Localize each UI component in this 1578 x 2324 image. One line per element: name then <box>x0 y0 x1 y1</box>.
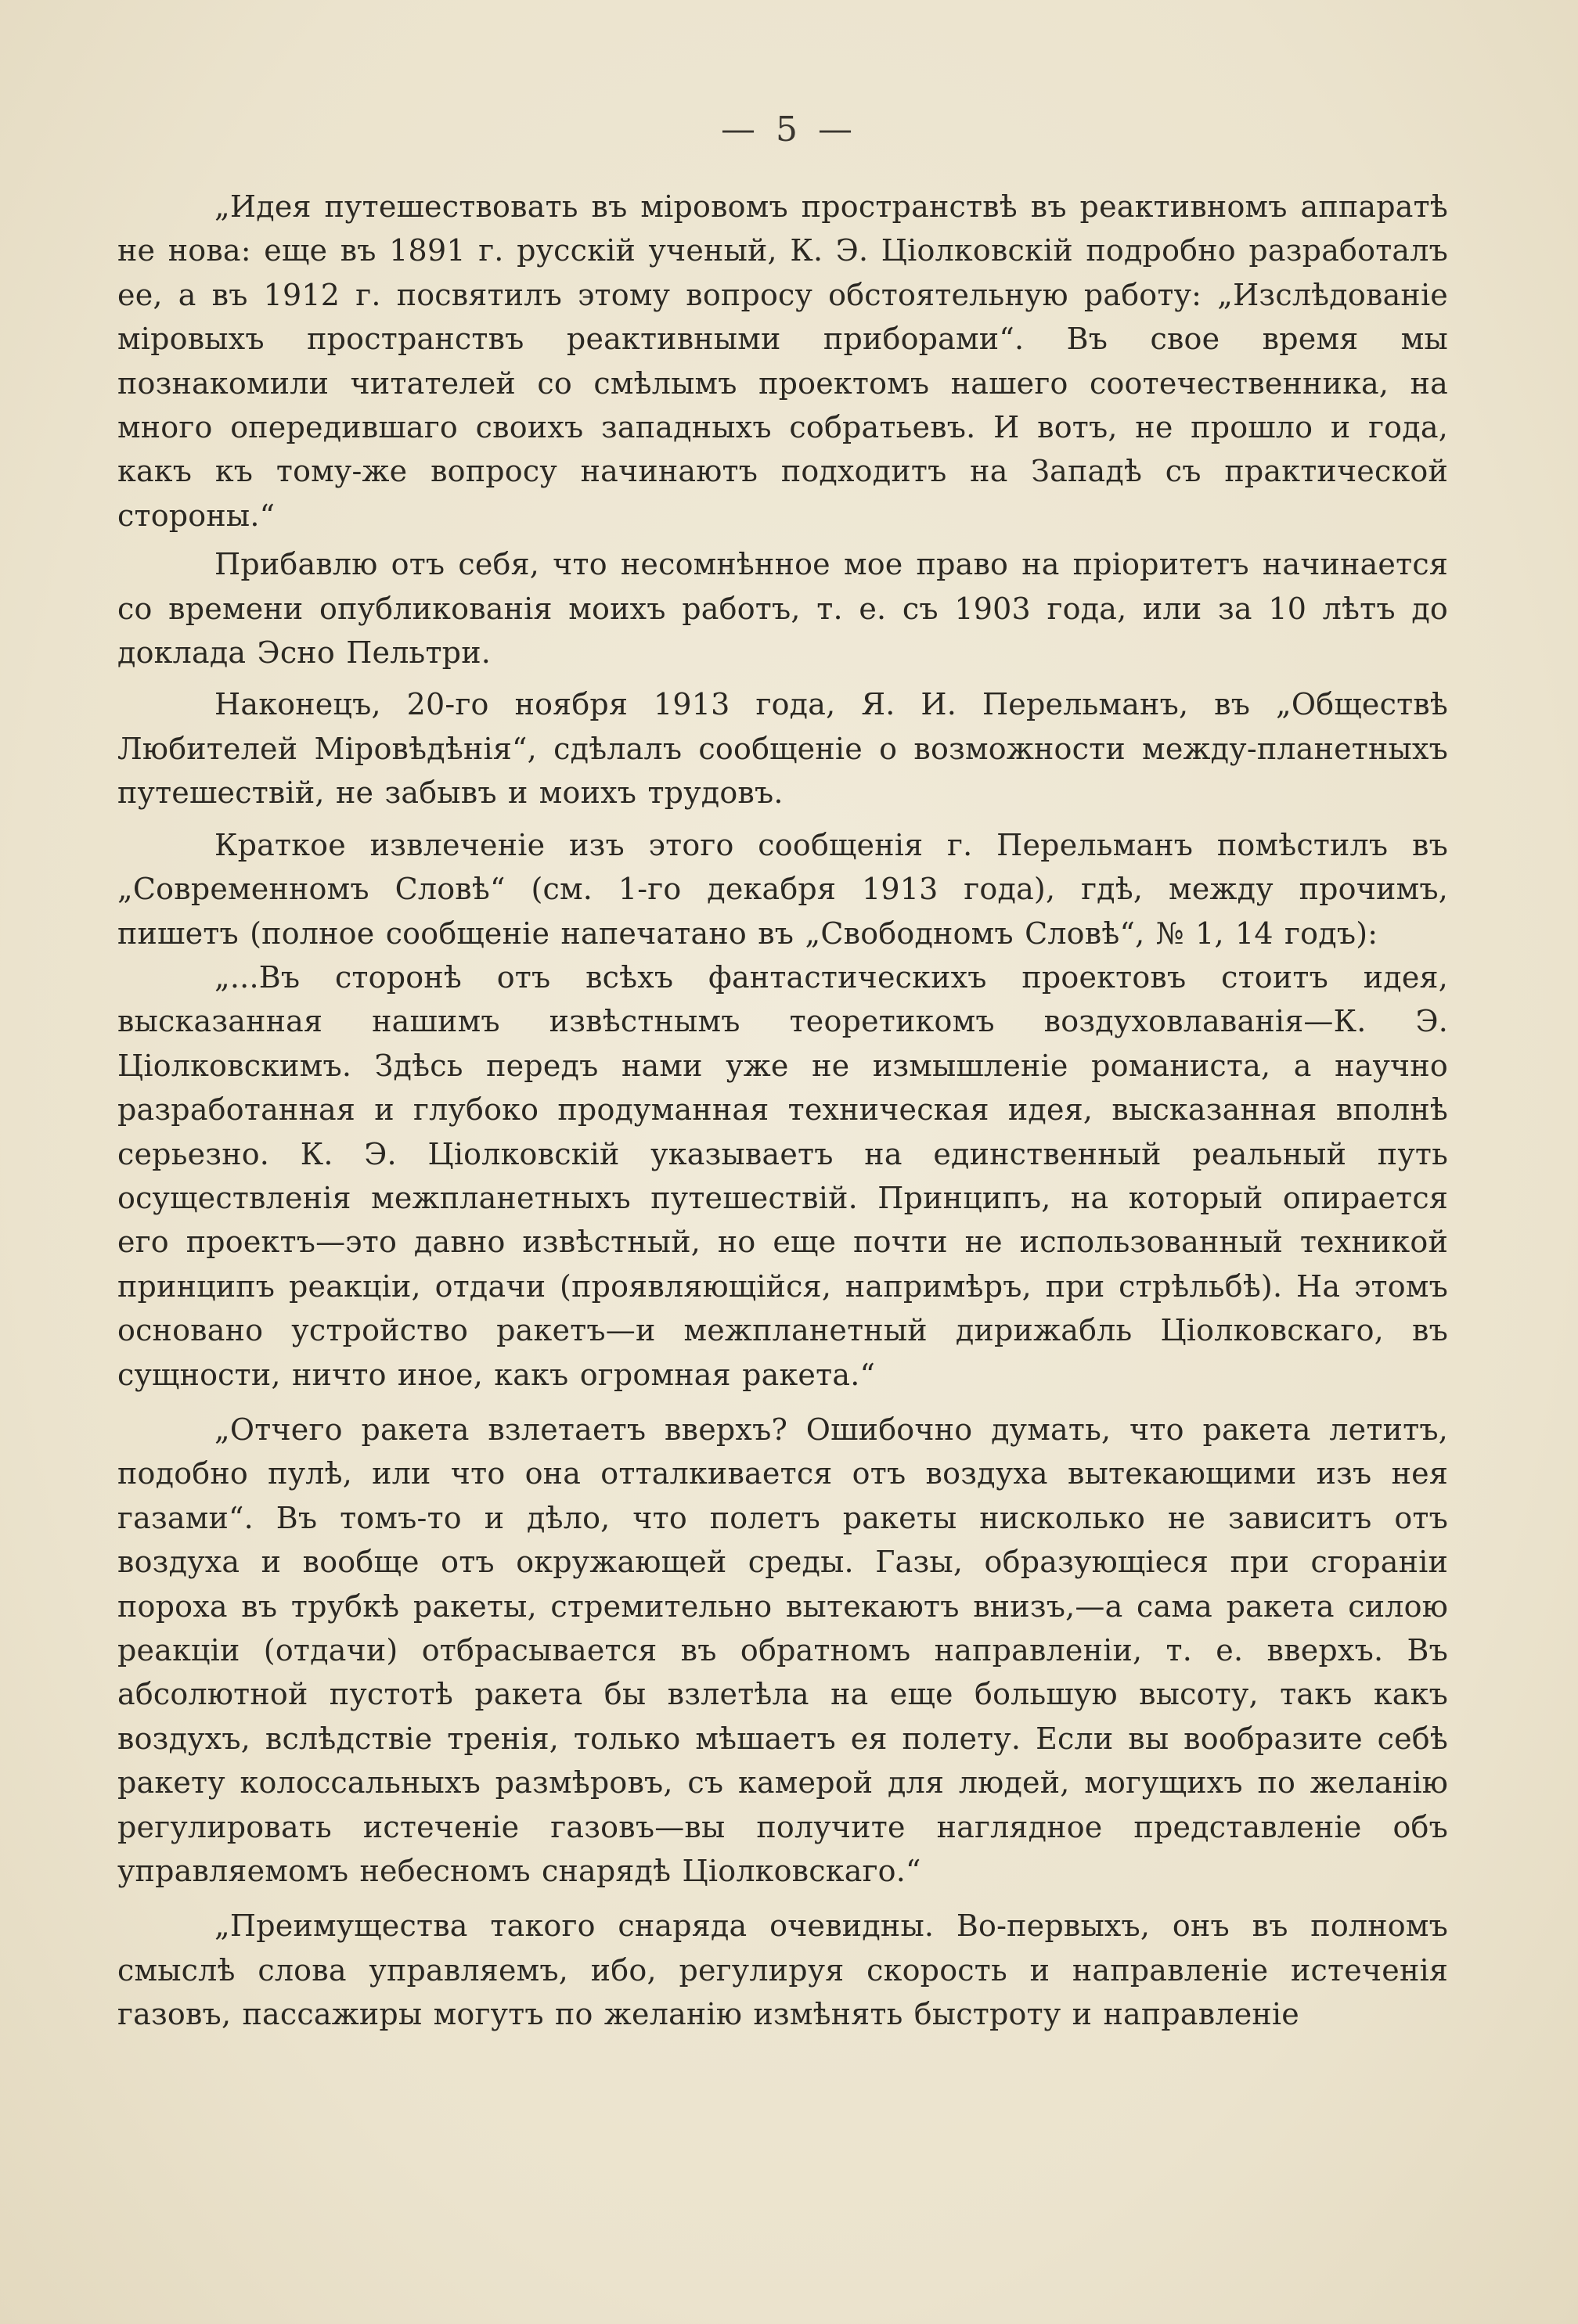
page-number: — 5 — <box>721 110 857 149</box>
paragraph-sovremennoe-slovo: Краткое извлеченіе изъ этого сообщенія г. Перельманъ помѣстилъ въ „Современномъ Словѣ“ (см. 1-го декабря 1913 года), гдѣ, между прочимъ, пишетъ (полное сообщеніе напечатано въ „Свободномъ Словѣ“, № 1, 14 годъ): <box>117 827 1448 951</box>
paragraph-tsiolkovsky-project-quote: „...Въ сторонѣ отъ всѣхъ фантастическихъ проектовъ стоитъ идея, высказанная нашимъ извѣстнымъ теоретикомъ воздуховлаванія—К. Э. Ціолковскимъ. Здѣсь передъ нами уже не измышленіе романиста, а научно разработанная и глубоко продуманная техническая идея, высказанная вполнѣ серьезно. К. Э. Ціолковскій указываетъ на единственный реальный путь осуществленія межпланетныхъ путешествій. Принципъ, на который опирается его проектъ—это давно извѣстный, но еще почти не использованный техникой принципъ реакціи, отдачи (проявляющійся, напримѣръ, при стрѣльбѣ). На этомъ основано устройство ракетъ—и межпланетный дирижабль Ціолковскаго, въ сущности, ничто иное, какъ огромная ракета.“ <box>117 959 1448 1392</box>
paragraph-perelman-report: Наконецъ, 20-го ноября 1913 года, Я. И. Перельманъ, въ „Обществѣ Любителей Міровѣдѣнія“, сдѣлалъ сообщеніе о возможности между-планетныхъ путешествій, не забывъ и моихъ трудовъ. <box>117 687 1448 811</box>
page-body <box>117 185 1448 2037</box>
paragraph-why-rocket-rises-quote: „Отчего ракета взлетаетъ вверхъ? Ошибочно думать, что ракета летитъ, подобно пулѣ, или что она отталкивается отъ воздуха вытекающими изъ нея газами“. Въ томъ-то и дѣло, что полетъ ракеты нисколько не зависитъ отъ воздуха и вообще отъ окружающей среды. Газы, образующіеся при сгораніи пороха въ трубкѣ ракеты, стремительно вытекаютъ внизъ,—а сама ракета силою реакціи (отдачи) отбрасывается въ обратномъ направленіи, т. е. вверхъ. Въ абсолютной пустотѣ ракета бы взлетѣла на еще большую высоту, такъ какъ воздухъ, вслѣдствіе тренія, только мѣшаетъ ея полету. Если вы вообразите себѣ ракету колоссальныхъ размѣровъ, съ камерой для людей, могущихъ по желанію регулировать истеченіе газовъ—вы получите наглядное представленіе объ управляемомъ небесномъ снарядѣ Ціолковскаго.“ <box>117 1412 1448 1889</box>
paragraph-priority-claim: Прибавлю отъ себя, что несомнѣнное мое право на пріоритетъ начинается со времени опубликованія моихъ работъ, т. е. съ 1903 года, или за 10 лѣтъ до доклада Эсно Пельтри. <box>117 547 1448 671</box>
paragraph-rocket-idea-quote: „Идея путешествовать въ міровомъ пространствѣ въ реактивномъ аппаратѣ не нова: еще въ 1891 г. русскій ученый, К. Э. Ціолковскій подробно разработалъ ее, а въ 1912 г. посвятилъ этому вопросу обстоятельную работу: „Изслѣдованіе міровыхъ пространствъ реактивными приборами“. Въ свое время мы познакомили читателей со смѣлымъ проектомъ нашего соотечественника, на много опередившаго своихъ западныхъ собратьевъ. И вотъ, не прошло и года, какъ къ тому-же вопросу начинаютъ подходитъ на Западѣ съ практической стороны.“ <box>117 189 1448 533</box>
paragraph-advantages-quote: „Преимущества такого снаряда очевидны. Во-первыхъ, онъ въ полномъ смыслѣ слова управляемъ, ибо, регулируя скорость и направленіе истеченія газовъ, пассажиры могутъ по желанію измѣнять быстроту и направленіе <box>117 1908 1448 2032</box>
